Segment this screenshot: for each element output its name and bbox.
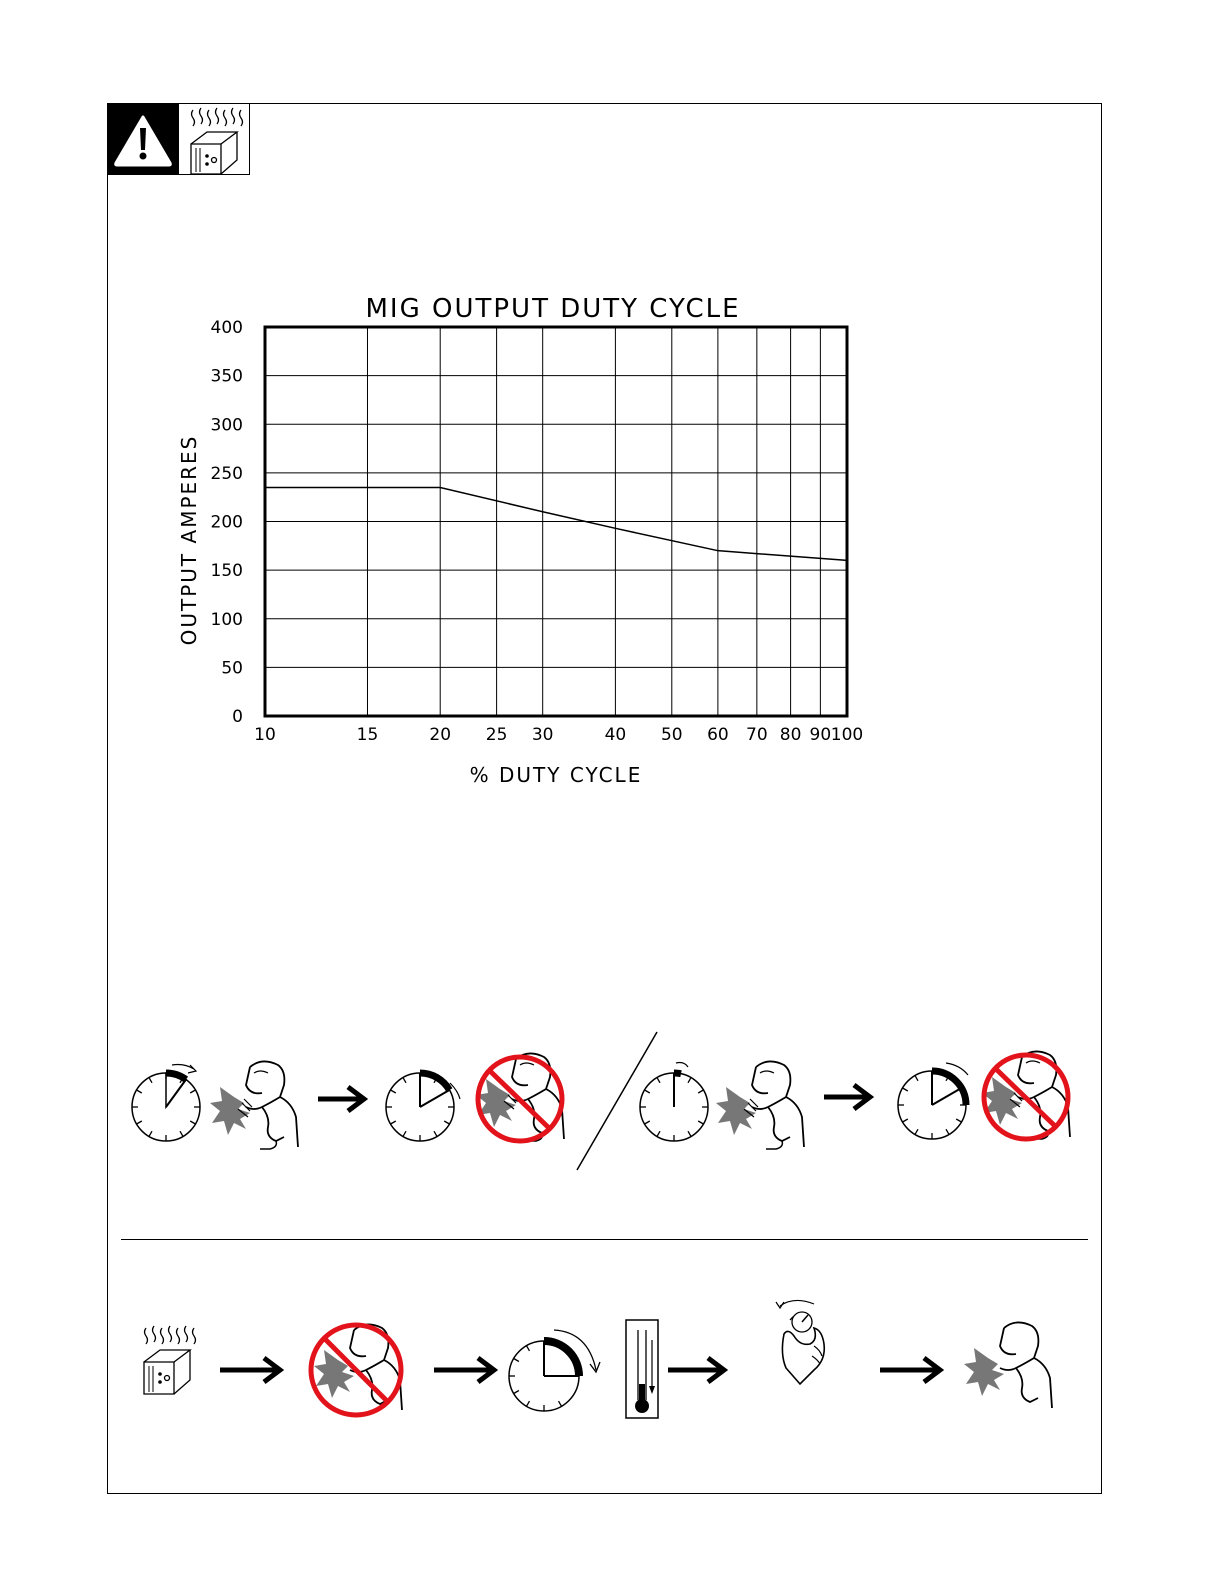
y-axis-label: OUTPUT AMPERES [177,434,201,646]
welder-icon [210,1061,298,1149]
y-tick-label: 0 [232,707,243,727]
y-tick-label: 100 [210,609,243,630]
arrow-icon [220,1358,280,1382]
y-tick-label: 150 [210,561,243,582]
duty-cycle-illustration [120,1025,1090,1175]
y-tick-label: 350 [210,366,243,387]
y-tick-label: 300 [210,415,243,436]
thermometer-icon [626,1320,658,1418]
hand-dial-icon [776,1300,824,1384]
x-tick-label: 70 [746,725,768,745]
warning-icon [107,103,179,175]
clock-icon [640,1063,708,1142]
welder-icon [716,1061,804,1149]
chart-ticks [211,318,864,745]
x-tick-label: 60 [707,725,729,745]
welder-icon [964,1322,1052,1408]
x-axis-label: % DUTY CYCLE [469,763,643,787]
x-tick-label: 40 [604,725,627,745]
x-tick-label: 25 [485,725,508,745]
clock-icon [898,1063,968,1139]
arrow-icon [880,1358,940,1382]
no-welding-icon [982,1051,1070,1139]
x-tick-label: 20 [429,725,452,745]
clock-icon [132,1065,200,1142]
chart-title: MIG OUTPUT DUTY CYCLE [365,294,741,324]
y-tick-label: 400 [210,318,243,338]
arrow-icon [824,1085,870,1109]
y-tick-label: 200 [210,512,243,533]
arrow-icon [668,1358,724,1382]
x-tick-label: 50 [660,725,683,745]
x-tick-label: 100 [830,725,864,745]
x-tick-label: 90 [809,725,832,745]
arrow-icon [318,1087,364,1111]
series-line [265,487,847,560]
arrow-icon [434,1358,494,1382]
x-tick-label: 80 [779,725,802,745]
x-tick-label: 10 [254,725,276,745]
chart-series [265,487,847,560]
overheat-sequence [120,1290,1090,1430]
hot-unit-icon [179,103,250,175]
duty-cycle-chart [160,285,900,805]
x-tick-label: 15 [356,725,379,745]
section-divider [121,1239,1088,1240]
chart-grid [265,327,847,716]
hot-unit-icon [144,1326,196,1394]
y-tick-label: 250 [210,463,243,484]
no-welding-icon [476,1053,564,1141]
clock-icon [509,1330,600,1411]
x-tick-label: 30 [531,725,554,745]
y-tick-label: 50 [221,658,243,679]
no-welding-icon [311,1324,402,1415]
clock-icon [386,1073,460,1141]
